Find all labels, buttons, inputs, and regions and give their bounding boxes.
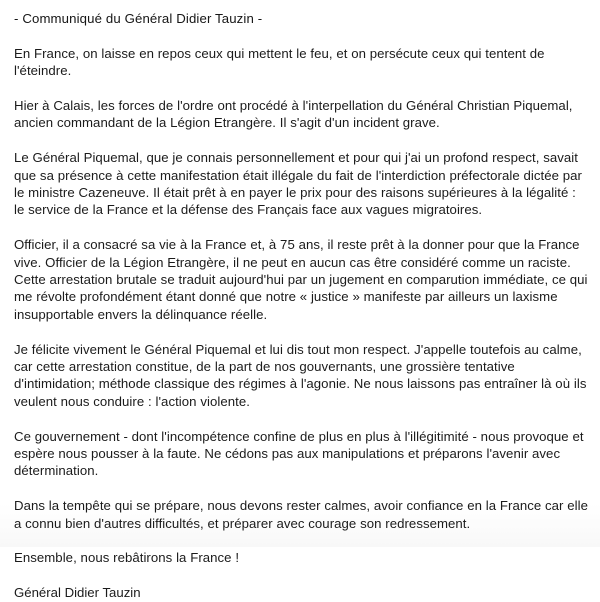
spacer	[14, 80, 588, 97]
spacer	[14, 410, 588, 427]
signature: Général Didier Tauzin	[14, 585, 141, 601]
paragraph-4: Officier, il a consacré sa vie à la France et, à 75 ans, il reste prêt à la donner pour que la France vive. Officier de la Légion Etrangère, il ne peut en aucun cas être considéré comme un raciste. Cette arrestation brutale se traduit aujourd'hui par un jugement en comparution immédiate, ce qui me révolte profondément étant donné que notre « justice » manifeste par ailleurs un laxisme insupportable envers la délinquance réelle.	[14, 237, 588, 322]
paragraph-1: En France, on laisse en repos ceux qui mettent le feu, et on persécute ceux qui tentent de l'éteindre.	[14, 45, 545, 79]
paragraph-7: Dans la tempête qui se prépare, nous devons rester calmes, avoir confiance en la France car elle a connu bien d'autres difficultés, et préparer avec courage son redressement.	[14, 498, 589, 531]
paragraph-8-closing: Ensemble, nous rebâtirons la France !	[14, 550, 240, 566]
document-title-text: - Communiqué du Général Didier Tauzin -	[14, 11, 263, 26]
spacer	[14, 132, 588, 149]
paragraph-2: Hier à Calais, les forces de l'ordre ont procédé à l'interpellation du Général Christian Piquemal, ancien commandant de la Légion Etrangère. Il s'agit d'un incident grave.	[14, 98, 573, 131]
paragraph-6: Ce gouvernement - dont l'incompétence confine de plus en plus à l'illégitimité - nous provoque et espère nous pousser à la faute. Ne cédons pas aux manipulations et préparons l'avenir avec détermination.	[14, 428, 584, 479]
paragraph-3: Le Général Piquemal, que je connais personnellement et pour qui j'ai un profond respect, savait que sa présence à cette manifestation était illégale du fait de l'interdiction préfectorale dictée par le ministre Cazeneuve. Il était prêt à en payer le prix pour des raisons supérieures à la légalité : le service de la France et la défense des Français face aux vagues migratoires.	[14, 150, 582, 218]
paragraph-5: Je félicite vivement le Général Piquemal et lui dis tout mon respect. J'appelle toutefois au calme, car cette arrestation constitue, de la part de nos gouvernants, une grossière tentative d'intimidation; méthode classique des régimes à l'agonie. Ne nous laissons pas entraîner là où ils veulent nous conduire : l'action violente.	[14, 341, 587, 409]
spacer	[14, 219, 588, 236]
spacer	[14, 323, 588, 340]
spacer	[14, 480, 588, 497]
document-title	[14, 6, 588, 27]
spacer	[14, 567, 588, 584]
spacer	[14, 27, 588, 44]
